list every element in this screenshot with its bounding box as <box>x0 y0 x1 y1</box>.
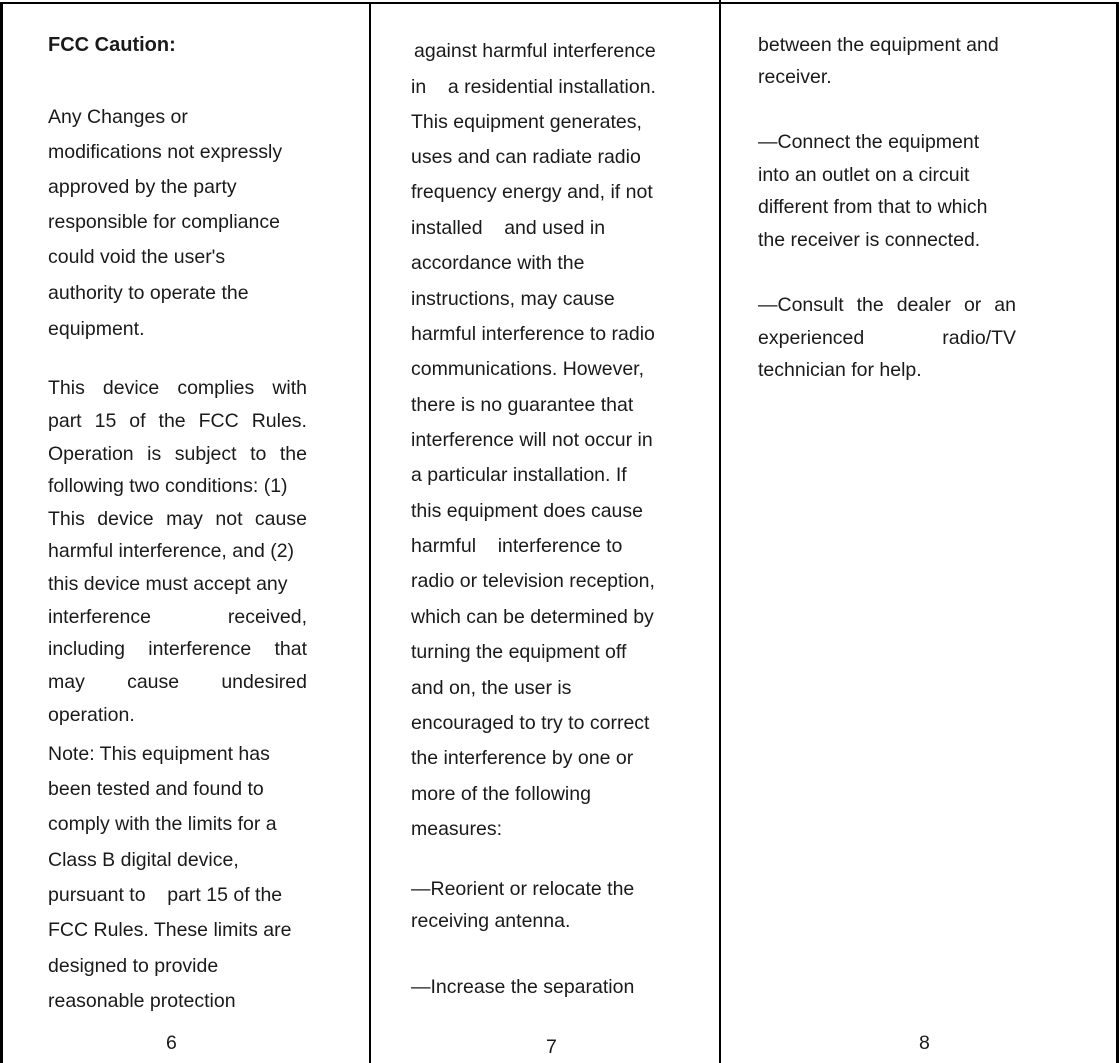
caution-line: approved by the party <box>48 176 237 198</box>
word: part <box>48 410 82 432</box>
word: complies <box>177 377 255 399</box>
caution-line: modifications not expressly <box>48 141 283 163</box>
caution-line: could void the user's <box>48 246 226 268</box>
word: device <box>97 508 154 530</box>
body-line: communications. However, <box>411 358 645 380</box>
body-line: installed and used in <box>411 217 606 239</box>
body-line: which can be determined by <box>411 606 654 628</box>
body-line: interference will not occur in <box>411 429 653 451</box>
page-number-8: 8 <box>919 1032 930 1054</box>
page-number-7: 7 <box>546 1036 557 1058</box>
body-line: frequency energy and, if not <box>411 181 653 203</box>
compliance-line <box>48 377 307 400</box>
compliance-line: operation. <box>48 704 135 726</box>
measure-line <box>758 327 1016 350</box>
measure-line: technician for help. <box>758 359 922 381</box>
note-line: been tested and found to <box>48 778 264 800</box>
compliance-line <box>48 410 307 433</box>
measure-line: —Reorient or relocate the <box>411 878 635 900</box>
body-line: encouraged to try to correct <box>411 712 650 734</box>
word: to <box>250 443 267 465</box>
body-line: harmful interference to radio <box>411 323 655 345</box>
body-line: turning the equipment off <box>411 641 627 663</box>
word: is <box>147 443 162 465</box>
note-line: Note: This equipment has <box>48 743 270 765</box>
word: of <box>129 410 146 432</box>
compliance-line <box>48 606 307 629</box>
word: interference <box>48 606 151 628</box>
body-line: the interference by one or <box>411 747 634 769</box>
word: —Consult <box>758 294 844 316</box>
body-line: between the equipment and <box>758 34 999 56</box>
word: the <box>158 410 186 432</box>
word: with <box>272 377 307 399</box>
body-line: uses and can radiate radio <box>411 146 641 168</box>
compliance-line: harmful interference, and (2) <box>48 540 295 562</box>
compliance-line <box>48 671 307 694</box>
word: 15 <box>94 410 117 432</box>
word: including <box>48 638 125 660</box>
compliance-line <box>48 638 307 661</box>
body-line: there is no guarantee that <box>411 394 634 416</box>
word: interference <box>148 638 252 660</box>
body-line: This equipment generates, <box>411 111 642 133</box>
word: Operation <box>48 443 134 465</box>
word: subject <box>174 443 237 465</box>
column-divider-1 <box>369 2 371 1063</box>
fcc-caution-heading: FCC Caution: <box>48 34 176 56</box>
measure-line: different from that to which <box>758 196 988 218</box>
note-line: comply with the limits for a <box>48 813 277 835</box>
body-line: accordance with the <box>411 252 585 274</box>
compliance-line <box>48 508 307 531</box>
body-line: harmful interference to <box>411 535 623 557</box>
word: This <box>48 508 85 530</box>
caution-line: responsible for compliance <box>48 211 280 233</box>
note-line: designed to provide <box>48 955 219 977</box>
word: This <box>48 377 85 399</box>
word: radio/TV <box>942 327 1016 349</box>
note-line: pursuant to part 15 of the <box>48 884 283 906</box>
compliance-line: following two conditions: (1) <box>48 475 288 497</box>
word: Rules. <box>251 410 307 432</box>
compliance-line <box>48 443 307 466</box>
word: cause <box>127 671 180 693</box>
measure-line: —Connect the equipment <box>758 131 980 153</box>
measure-line <box>758 294 1016 317</box>
word: or <box>963 294 982 316</box>
note-line: FCC Rules. These limits are <box>48 919 292 941</box>
word: an <box>994 294 1016 316</box>
body-line: a particular installation. If <box>411 464 627 486</box>
caution-line: authority to operate the <box>48 282 249 304</box>
caution-line: Any Changes or <box>48 106 188 128</box>
note-line: Class B digital device, <box>48 849 239 871</box>
body-line: in a residential installation. <box>411 76 656 98</box>
word: experienced <box>758 327 865 349</box>
measure-line: into an outlet on a circuit <box>758 164 970 186</box>
word: may <box>48 671 85 693</box>
word: not <box>215 508 243 530</box>
body-line: this equipment does cause <box>411 500 643 522</box>
caution-line: equipment. <box>48 318 145 340</box>
body-line: receiver. <box>758 66 832 88</box>
word: the <box>856 294 884 316</box>
word: may <box>166 508 203 530</box>
page-number-6: 6 <box>166 1032 177 1054</box>
body-line: more of the following <box>411 783 591 805</box>
body-line: instructions, may cause <box>411 288 615 310</box>
column-divider-2 <box>719 0 721 1063</box>
frame-left-rule <box>0 2 3 1063</box>
compliance-line: this device must accept any <box>48 573 288 595</box>
word: undesired <box>221 671 307 693</box>
body-line: radio or television reception, <box>411 570 655 592</box>
measure-line: receiving antenna. <box>411 910 571 932</box>
word: that <box>274 638 307 660</box>
word: dealer <box>896 294 951 316</box>
frame-top-rule <box>0 2 1119 4</box>
word: cause <box>254 508 307 530</box>
note-line: reasonable protection <box>48 990 236 1012</box>
word: device <box>102 377 160 399</box>
measure-line: the receiver is connected. <box>758 229 981 251</box>
word: FCC <box>198 410 239 432</box>
body-line: and on, the user is <box>411 677 572 699</box>
body-line: measures: <box>411 818 503 840</box>
word: received, <box>227 606 307 628</box>
body-line: against harmful interference <box>414 40 656 62</box>
measure-line: —Increase the separation <box>411 976 635 998</box>
word: the <box>279 443 307 465</box>
